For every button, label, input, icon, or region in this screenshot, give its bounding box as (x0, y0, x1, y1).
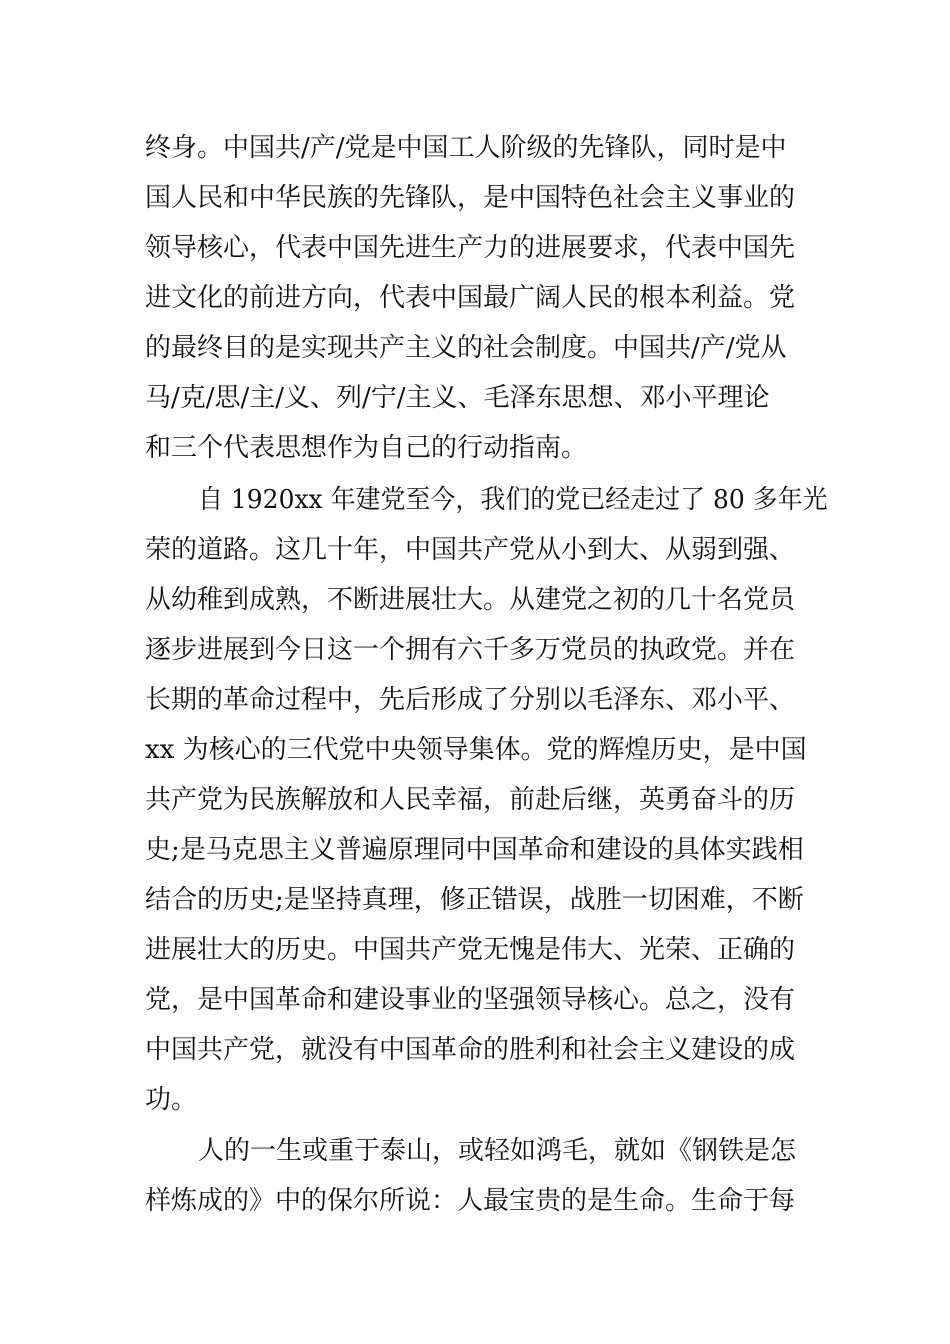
text-line: 长期的革命过程中，先后形成了分别以毛泽东、邓小平、 (145, 685, 796, 715)
text-line: 国人民和中华民族的先锋队，是中国特色社会主义事业的 (145, 183, 796, 213)
text-line: 荣的道路。这几十年，中国共产党从小到大、从弱到强、 (145, 535, 796, 565)
text-line: 马/克/思/主/义、列/宁/主义、毛泽东思想、邓小平理论 (145, 383, 770, 413)
text-line: 共产党为民族解放和人民幸福，前赴后继，英勇奋斗的历 (145, 785, 796, 815)
text-line: 从幼稚到成熟，不断进展壮大。从建党之初的几十名党员 (145, 585, 796, 615)
text-line: 的最终目的是实现共产主义的社会制度。中国共/产/党从 (145, 333, 787, 363)
text-line: 和三个代表思想作为自己的行动指南。 (145, 433, 588, 463)
text-line: 党，是中国革命和建设事业的坚强领导核心。总之，没有 (145, 985, 796, 1015)
text-line: 进文化的前进方向，代表中国最广阔人民的根本利益。党 (145, 283, 796, 313)
paragraph-start-line: 人的一生或重于泰山，或轻如鸿毛，就如《钢铁是怎 (198, 1136, 797, 1166)
text-line: 终身。中国共/产/党是中国工人阶级的先锋队，同时是中 (145, 133, 787, 163)
paragraph-start-line: 自 1920xx 年建党至今，我们的党已经走过了 80 多年光 (198, 485, 828, 515)
text-line: 样炼成的》中的保尔所说：人最宝贵的是生命。生命于每 (145, 1186, 796, 1216)
text-line: 进展壮大的历史。中国共产党无愧是伟大、光荣、正确的 (145, 935, 796, 965)
text-line: 史;是马克思主义普遍原理同中国革命和建设的具体实践相 (145, 835, 804, 865)
text-line: 结合的历史;是坚持真理，修正错误，战胜一切困难，不断 (145, 885, 804, 915)
text-line: 中国共产党，就没有中国革命的胜利和社会主义建设的成 (145, 1035, 796, 1065)
text-line: 功。 (145, 1085, 198, 1115)
text-line: 领导核心，代表中国先进生产力的进展要求，代表中国先 (145, 233, 796, 263)
text-line: 逐步进展到今日这一个拥有六千多万党员的执政党。并在 (145, 635, 796, 665)
text-line: xx 为核心的三代党中央领导集体。党的辉煌历史，是中国 (145, 735, 807, 765)
